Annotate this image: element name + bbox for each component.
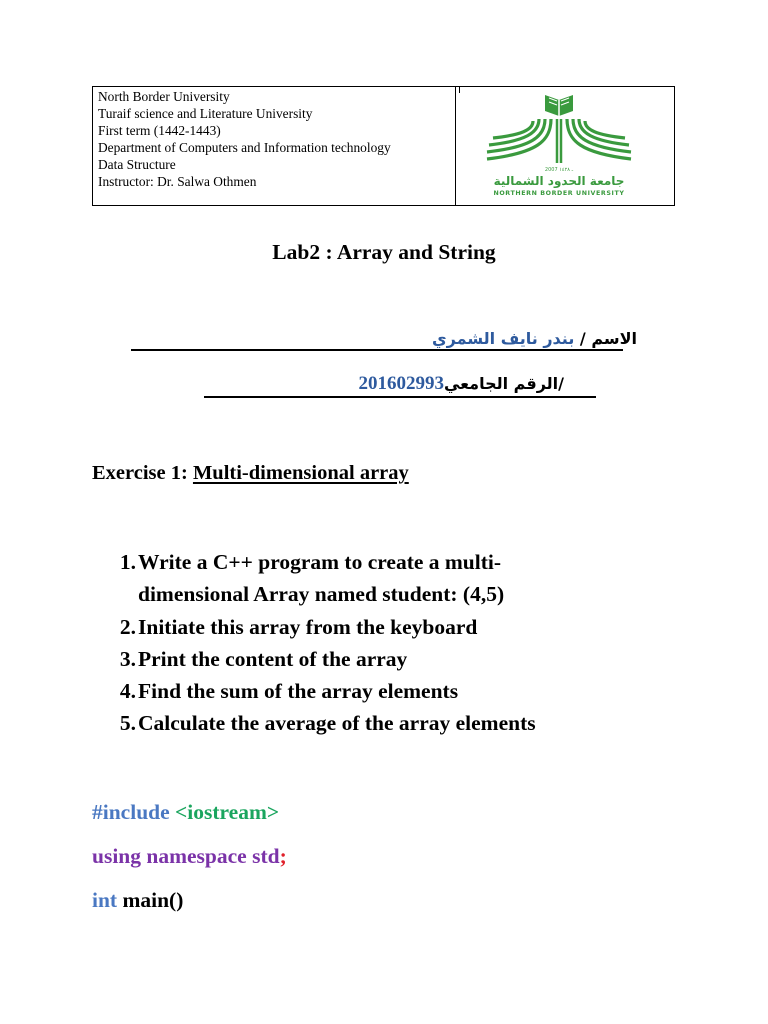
list-item-text: Print the content of the array (138, 647, 408, 671)
list-item-number: 1. (119, 550, 136, 574)
code-main-line (92, 886, 183, 914)
list-item-text: Calculate the average of the array elements (138, 711, 536, 735)
student-name-label: الاسم / (579, 329, 637, 348)
exercise-title: Multi-dimensional array (192, 462, 409, 484)
code-include-line (92, 798, 279, 826)
lab-title: Lab2 : Array and String (272, 240, 496, 264)
header-box (92, 86, 675, 206)
code-using-line (92, 842, 287, 870)
list-item-number: 2. (119, 615, 136, 639)
code-include-header: <iostream> (175, 800, 280, 824)
exercise-heading (92, 460, 409, 486)
list-item-continuation: dimensional Array named student: (4,5) (138, 582, 505, 606)
student-id-line (358, 373, 564, 395)
header-divider (455, 87, 456, 205)
list-item-text: Initiate this array from the keyboard (138, 615, 478, 639)
code-semicolon: ; (279, 844, 287, 868)
college-name: Turaif science and Literature University (98, 106, 313, 121)
student-name-value: بندر نايف الشمري (432, 329, 575, 348)
list-item-text: Write a C++ program to create a multi- (138, 550, 502, 574)
university-name: North Border University (98, 89, 230, 104)
list-item-number: 4. (119, 679, 136, 703)
department: Department of Computers and Information technology (98, 140, 391, 155)
logo-english-name: NORTHERN BORDER UNIVERSITY (493, 190, 625, 197)
student-name-line (432, 328, 637, 350)
list-item-number: 3. (119, 647, 136, 671)
logo-arabic-name: جامعة الحدود الشمالية (493, 174, 625, 188)
student-id-underline (204, 396, 596, 398)
header-info (98, 88, 453, 190)
code-int-keyword: int (92, 888, 118, 912)
list-item-text: Find the sum of the array elements (138, 679, 459, 703)
student-name-underline (131, 349, 623, 351)
student-id-value: 201602993 (358, 373, 444, 394)
code-using-statement: using namespace std (92, 844, 280, 868)
student-id-label: /الرقم الجامعي (443, 374, 564, 393)
header-tick (459, 87, 460, 93)
university-logo (471, 89, 647, 203)
instructor: Instructor: Dr. Salwa Othmen (98, 174, 257, 189)
exercise-prefix: Exercise 1: (92, 462, 188, 484)
code-main-signature: main() (117, 888, 184, 912)
code-include-keyword: #include (92, 800, 170, 824)
course-name: Data Structure (98, 157, 176, 172)
logo-years: 2007 ـ ١٤٢٨ (544, 167, 574, 173)
term: First term (1442-1443) (98, 123, 221, 138)
list-item-number: 5. (119, 711, 136, 735)
